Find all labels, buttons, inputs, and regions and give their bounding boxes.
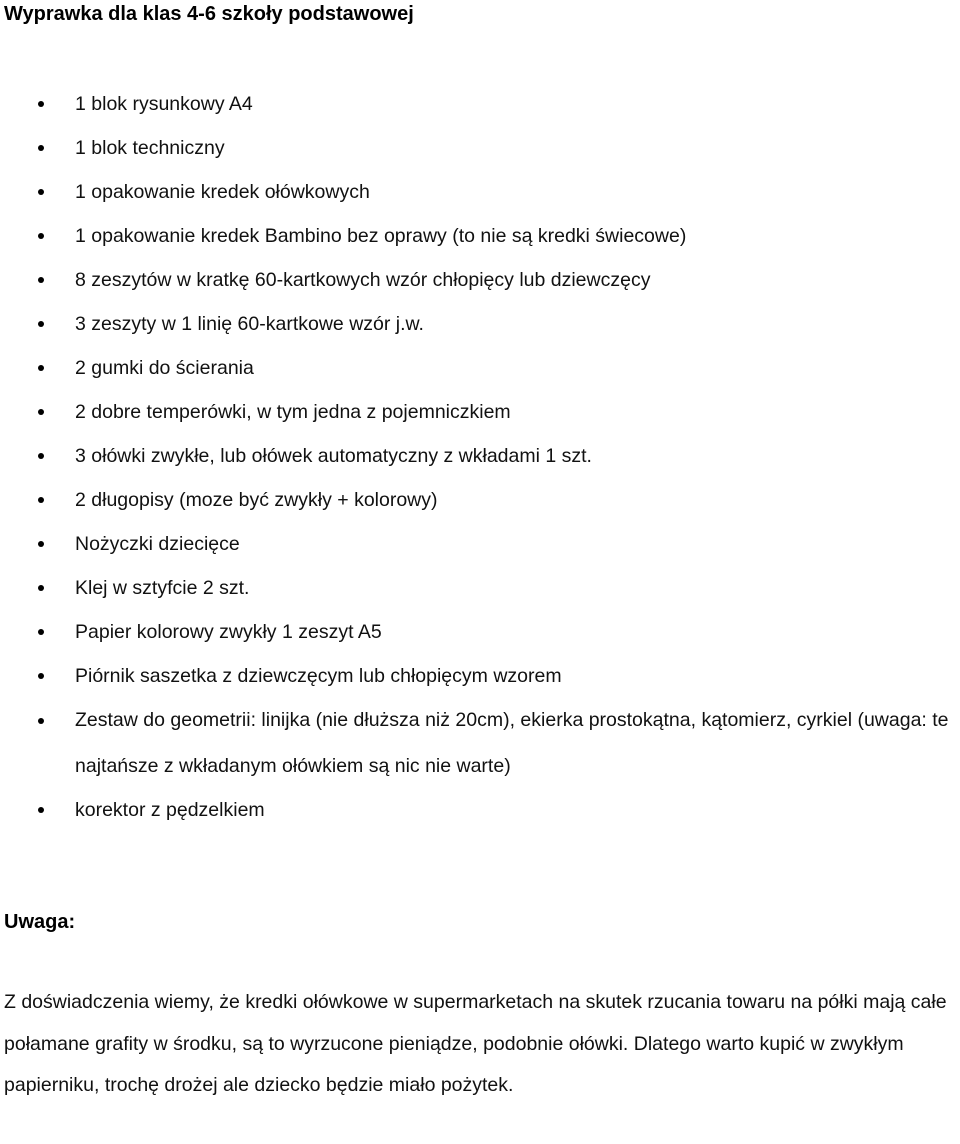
bullet-icon (38, 585, 44, 591)
list-item (0, 346, 960, 390)
bullet-icon (38, 277, 44, 283)
document-title: Wyprawka dla klas 4-6 szkoły podstawowej (4, 3, 414, 25)
bullet-icon (38, 101, 44, 107)
list-item-text: 1 opakowanie kredek ołówkowych (75, 181, 370, 203)
list-item (0, 258, 960, 302)
list-item (0, 126, 960, 170)
list-item (0, 788, 960, 832)
list-item (0, 302, 960, 346)
bullet-icon (38, 409, 44, 415)
list-item-text: 1 blok techniczny (75, 137, 225, 159)
bullet-icon (38, 673, 44, 679)
bullet-icon (38, 718, 44, 724)
list-item (0, 697, 960, 789)
list-item-text: 3 zeszyty w 1 linię 60-kartkowe wzór j.w. (75, 313, 424, 335)
list-item-text: Klej w sztyfcie 2 szt. (75, 577, 250, 599)
list-item-text: Nożyczki dziecięce (75, 533, 240, 555)
list-item-text: 1 opakowanie kredek Bambino bez oprawy (to nie są kredki świecowe) (75, 225, 687, 247)
bullet-icon (38, 365, 44, 371)
list-item-text: Piórnik saszetka z dziewczęcym lub chłopięcym wzorem (75, 665, 562, 687)
bullet-icon (38, 629, 44, 635)
list-item (0, 214, 960, 258)
note-heading: Uwaga: (4, 911, 76, 933)
list-item (0, 390, 960, 434)
list-item-text: 2 długopisy (moze być zwykły + kolorowy) (75, 489, 438, 511)
list-item-text: 8 zeszytów w kratkę 60-kartkowych wzór chłopięcy lub dziewczęcy (75, 269, 651, 291)
list-item (0, 566, 960, 610)
list-item-text: korektor z pędzelkiem (75, 799, 265, 821)
note-paragraph: Z doświadczenia wiemy, że kredki ołówkowe w supermarketach na skutek rzucania towaru na półki mają całe połamane grafity w środku, są to wyrzucone pieniądze, podobnie ołówki. Dlatego warto kupić w zwykłym papierniku, trochę drożej ale dziecko będzie miało pożytek. (4, 991, 947, 1096)
list-item (0, 82, 960, 126)
bullet-icon (38, 541, 44, 547)
list-item-text: 2 dobre temperówki, w tym jedna z pojemniczkiem (75, 401, 511, 423)
list-item (0, 170, 960, 214)
list-item-text: 1 blok rysunkowy A4 (75, 93, 253, 115)
bullet-icon (38, 233, 44, 239)
list-item-text: Papier kolorowy zwykły 1 zeszyt A5 (75, 621, 382, 643)
list-item (0, 434, 960, 478)
list-item (0, 478, 960, 522)
supply-list (0, 82, 960, 832)
bullet-icon (38, 497, 44, 503)
bullet-icon (38, 189, 44, 195)
list-item (0, 522, 960, 566)
bullet-icon (38, 453, 44, 459)
bullet-icon (38, 145, 44, 151)
bullet-icon (38, 321, 44, 327)
list-item (0, 610, 960, 654)
list-item-text: 3 ołówki zwykłe, lub ołówek automatyczny z wkładami 1 szt. (75, 445, 592, 467)
bullet-icon (38, 807, 44, 813)
list-item (0, 654, 960, 698)
list-item-text: Zestaw do geometrii: linijka (nie dłuższa niż 20cm), ekierka prostokątna, kątomierz, cyrkiel (uwaga: te najtańsze z wkładanym ołówkiem są nic nie warte) (75, 709, 949, 777)
list-item-text: 2 gumki do ścierania (75, 357, 254, 379)
